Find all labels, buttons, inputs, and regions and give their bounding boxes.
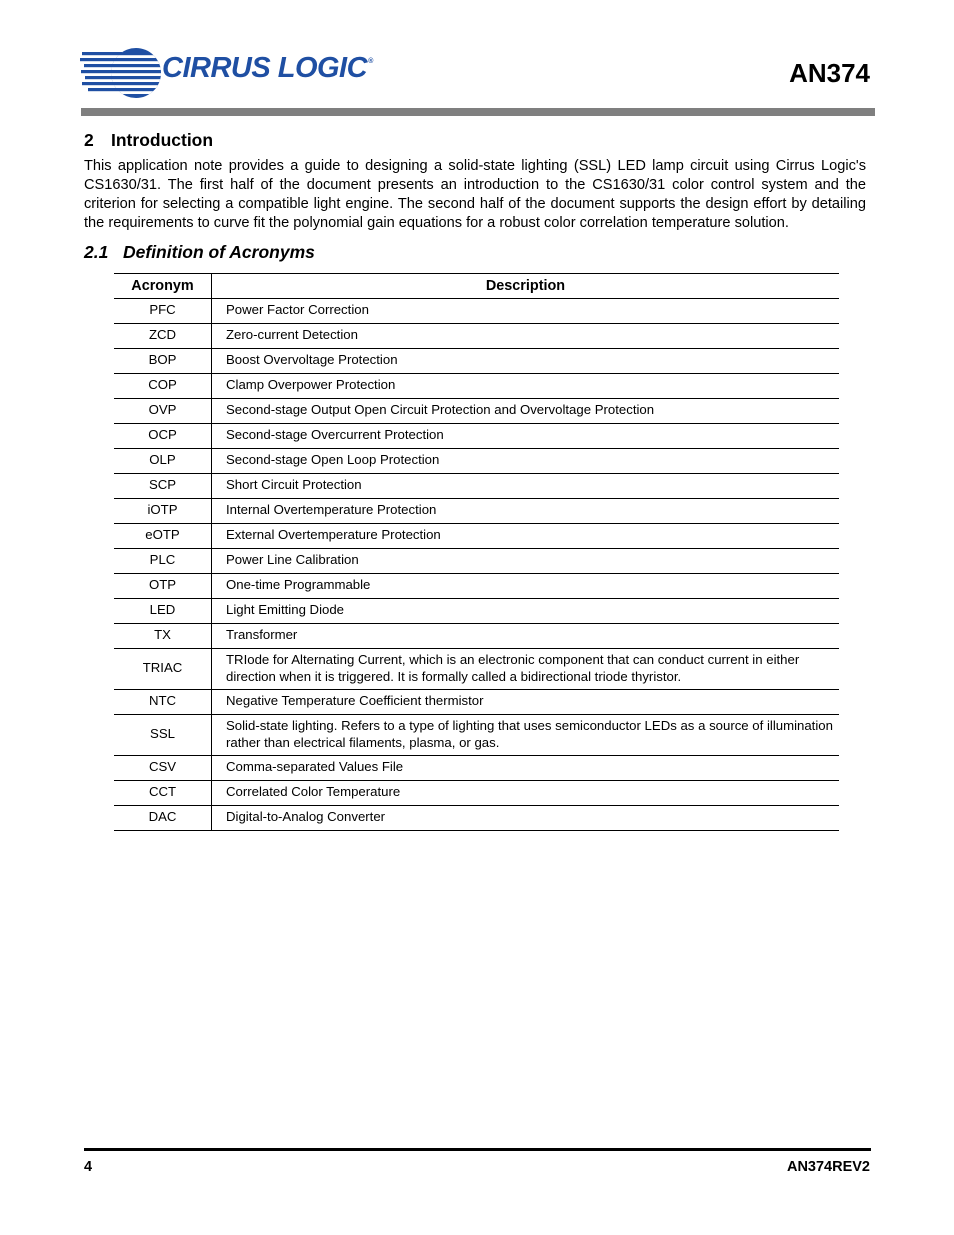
section-number: 2	[84, 130, 94, 150]
document-id: AN374	[789, 58, 870, 88]
table-row	[114, 324, 839, 349]
table-row	[114, 574, 839, 599]
table-row	[114, 806, 839, 831]
section-title: Introduction	[111, 130, 214, 150]
description-cell: Internal Overtemperature Protection	[212, 499, 840, 524]
description-cell: Short Circuit Protection	[212, 474, 840, 499]
acronym-cell: NTC	[114, 690, 212, 715]
subsection-heading	[84, 242, 315, 263]
table-row	[114, 424, 839, 449]
acronym-cell: OVP	[114, 399, 212, 424]
table-row	[114, 399, 839, 424]
table-row	[114, 449, 839, 474]
description-cell: External Overtemperature Protection	[212, 524, 840, 549]
acronym-cell: PLC	[114, 549, 212, 574]
description-cell: Clamp Overpower Protection	[212, 374, 840, 399]
table-row	[114, 715, 839, 756]
footer-document-revision: AN374REV2	[786, 1159, 870, 1175]
acronym-cell: CCT	[114, 781, 212, 806]
acronym-cell: TRIAC	[114, 649, 212, 690]
table-row	[114, 299, 839, 324]
intro-paragraph: This application note provides a guide to designing a solid-state lighting (SSL) LED lamp circuit using Cirrus Logic's CS1630/31. The first half of the document presents an introduction to the CS1630/31 color control system and the criterion for selecting a compatible light engine. The second half of the document supports the design effort by detailing the requirements to curve fit the polynomial gain equations for a robust color correlation temperature solution.	[84, 158, 866, 231]
table-row	[114, 374, 839, 399]
acronym-cell: SSL	[114, 715, 212, 756]
description-cell: Solid-state lighting. Refers to a type of lighting that uses semiconductor LEDs as a source of illumination rather than electrical filaments, plasma, or gas.	[212, 715, 840, 756]
section-heading	[84, 130, 213, 151]
table-row	[114, 649, 839, 690]
acronym-cell: eOTP	[114, 524, 212, 549]
description-cell: Power Factor Correction	[212, 299, 840, 324]
acronym-cell: OCP	[114, 424, 212, 449]
subsection-title: Definition of Acronyms	[123, 242, 315, 262]
acronym-cell: TX	[114, 624, 212, 649]
column-header-description: Description	[212, 274, 840, 299]
page-number: 4	[84, 1159, 93, 1175]
description-cell: Zero-current Detection	[212, 324, 840, 349]
acronym-table	[114, 273, 839, 831]
acronym-cell: DAC	[114, 806, 212, 831]
registered-mark: ®	[368, 58, 373, 65]
acronym-cell: ZCD	[114, 324, 212, 349]
table-row	[114, 474, 839, 499]
description-cell: Second-stage Output Open Circuit Protection and Overvoltage Protection	[212, 399, 840, 424]
table-row	[114, 624, 839, 649]
description-cell: One-time Programmable	[212, 574, 840, 599]
acronym-cell: LED	[114, 599, 212, 624]
cirrus-logo-mark-icon	[80, 44, 166, 104]
column-header-acronym: Acronym	[114, 274, 212, 299]
acronym-cell: COP	[114, 374, 212, 399]
acronym-cell: iOTP	[114, 499, 212, 524]
description-cell: TRIode for Alternating Current, which is an electronic component that can conduct current in either direction when it is triggered. It is formally called a bidirectional triode thyristor.	[212, 649, 840, 690]
logo-wordmark: CIRRUS LOGIC	[162, 52, 368, 84]
table-row	[114, 549, 839, 574]
table-row	[114, 349, 839, 374]
table-header-row	[114, 274, 839, 299]
description-cell: Comma-separated Values File	[212, 756, 840, 781]
description-cell: Second-stage Overcurrent Protection	[212, 424, 840, 449]
acronym-cell: OLP	[114, 449, 212, 474]
table-row	[114, 499, 839, 524]
description-cell: Second-stage Open Loop Protection	[212, 449, 840, 474]
acronym-cell: SCP	[114, 474, 212, 499]
table-row	[114, 599, 839, 624]
description-cell: Digital-to-Analog Converter	[212, 806, 840, 831]
cirrus-logic-logo	[80, 44, 373, 104]
description-cell: Transformer	[212, 624, 840, 649]
description-cell: Boost Overvoltage Protection	[212, 349, 840, 374]
description-cell: Correlated Color Temperature	[212, 781, 840, 806]
header-divider	[81, 108, 875, 116]
footer-divider	[84, 1148, 871, 1151]
acronym-cell: PFC	[114, 299, 212, 324]
description-cell: Light Emitting Diode	[212, 599, 840, 624]
description-cell: Negative Temperature Coefficient thermistor	[212, 690, 840, 715]
table-row	[114, 756, 839, 781]
table-row	[114, 524, 839, 549]
acronym-cell: OTP	[114, 574, 212, 599]
description-cell: Power Line Calibration	[212, 549, 840, 574]
acronym-cell: CSV	[114, 756, 212, 781]
acronym-cell: BOP	[114, 349, 212, 374]
table-row	[114, 781, 839, 806]
subsection-number: 2.1	[84, 242, 109, 262]
table-row	[114, 690, 839, 715]
